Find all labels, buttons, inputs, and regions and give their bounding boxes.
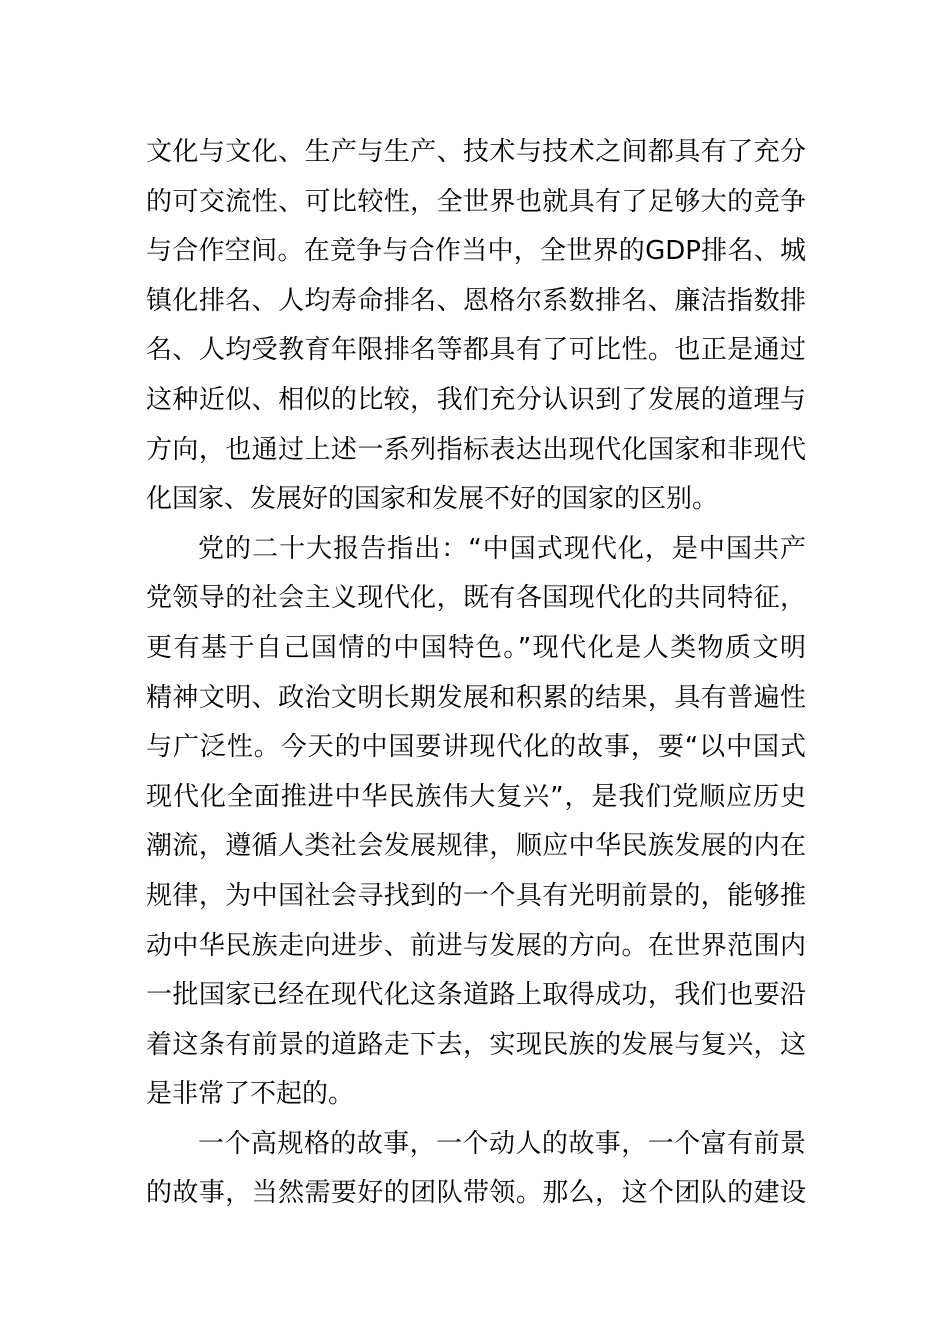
text-line: 更有基于自己国情的中国特色。”现代化是人类物质文明 bbox=[146, 632, 806, 663]
paragraph-1 bbox=[146, 128, 806, 525]
text-line: 规律，为中国社会寻找到的一个具有光明前景的，能够推 bbox=[146, 880, 806, 911]
text-line: 的故事，当然需要好的团队带领。那么，这个团队的建设 bbox=[146, 1178, 806, 1209]
text-line: 着这条有前景的道路走下去，实现民族的发展与复兴，这 bbox=[146, 1029, 806, 1060]
text-line: 精神文明、政治文明长期发展和积累的结果，具有普遍性 bbox=[146, 682, 806, 713]
text-line: 潮流，遵循人类社会发展规律，顺应中华民族发展的内在 bbox=[146, 831, 806, 862]
text-line: 名、人均受教育年限排名等都具有了可比性。也正是通过 bbox=[146, 335, 806, 366]
text-line: 的可交流性、可比较性，全世界也就具有了足够大的竞争 bbox=[146, 186, 806, 217]
text-line: 是非常了不起的。 bbox=[146, 1079, 355, 1110]
text-line: 镇化排名、人均寿命排名、恩格尔系数排名、廉洁指数排 bbox=[146, 285, 806, 316]
text-line: 一个高规格的故事，一个动人的故事，一个富有前景 bbox=[198, 1128, 806, 1159]
paragraph-2 bbox=[146, 525, 806, 1120]
text-line: 与合作空间。在竞争与合作当中，全世界的GDP排名、城 bbox=[146, 236, 806, 267]
text-line: 党的二十大报告指出：“中国式现代化，是中国共产 bbox=[198, 533, 806, 564]
text-line: 这种近似、相似的比较，我们充分认识到了发展的道理与 bbox=[146, 384, 806, 415]
text-line: 一批国家已经在现代化这条道路上取得成功，我们也要沿 bbox=[146, 980, 806, 1011]
text-line: 动中华民族走向进步、前进与发展的方向。在世界范围内 bbox=[146, 930, 806, 961]
text-line: 现代化全面推进中华民族伟大复兴”，是我们党顺应历史 bbox=[146, 781, 806, 812]
text-line: 方向，也通过上述一系列指标表达出现代化国家和非现代 bbox=[146, 434, 806, 465]
text-line: 文化与文化、生产与生产、技术与技术之间都具有了充分 bbox=[146, 137, 806, 167]
body-text bbox=[146, 128, 806, 1219]
text-line: 党领导的社会主义现代化，既有各国现代化的共同特征， bbox=[146, 583, 806, 614]
paragraph-3 bbox=[146, 1120, 806, 1219]
text-line: 化国家、发展好的国家和发展不好的国家的区别。 bbox=[146, 484, 719, 515]
text-line: 与广泛性。今天的中国要讲现代化的故事，要“以中国式 bbox=[146, 732, 806, 763]
